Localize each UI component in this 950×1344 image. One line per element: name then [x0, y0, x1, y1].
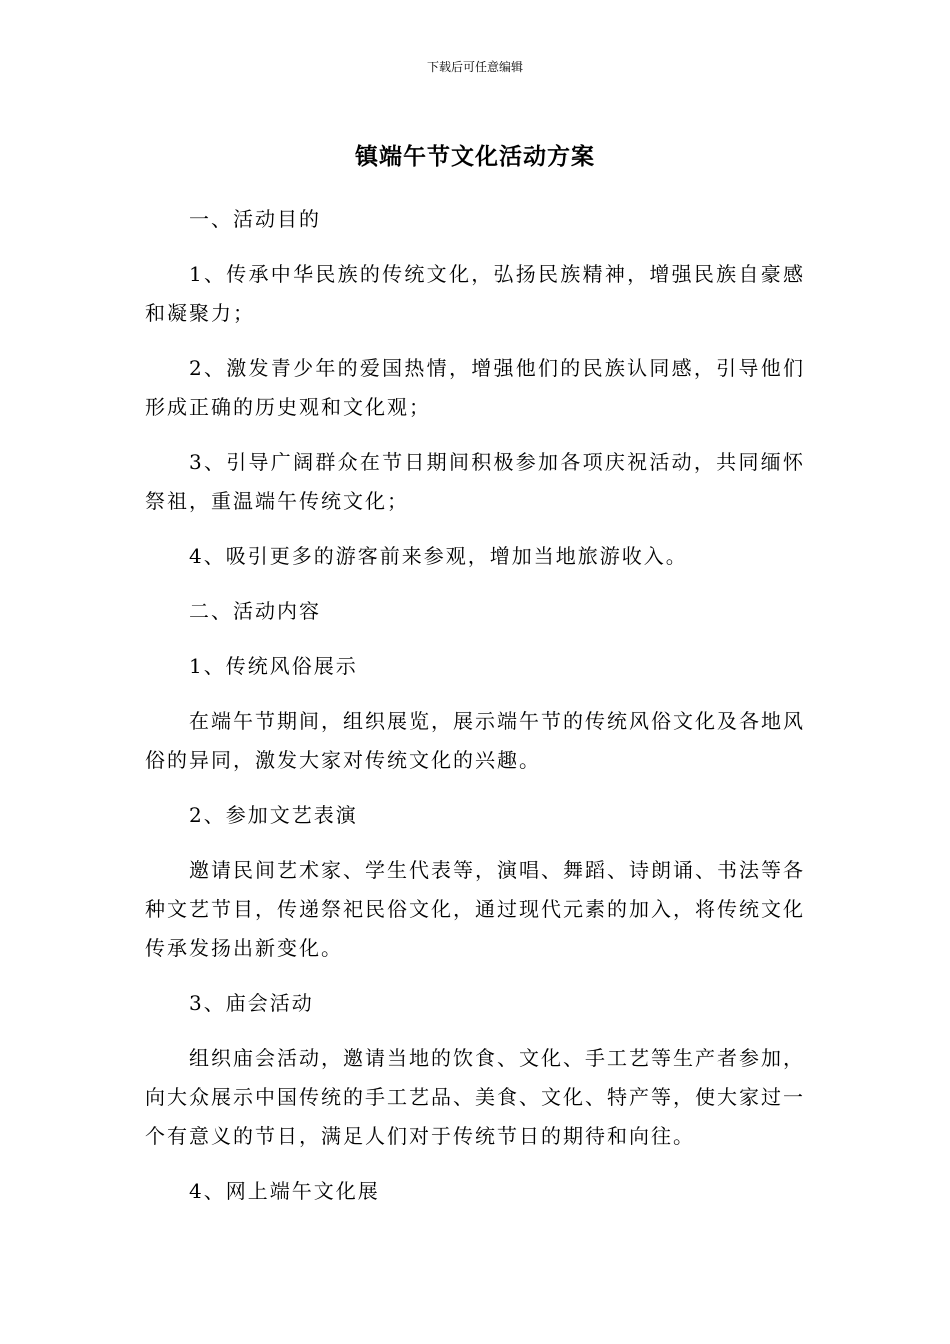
paragraph: 2、激发青少年的爱国热情，增强他们的民族认同感，引导他们形成正确的历史观和文化观； [145, 356, 805, 419]
paragraph: 邀请民间艺术家、学生代表等，演唱、舞蹈、诗朗诵、书法等各种文艺节目，传递祭祀民俗文化，通过现代元素的加入，将传统文化传承发扬出新变化。 [145, 858, 805, 960]
document-body [145, 200, 805, 1227]
subheading: 1、传统风俗展示 [189, 654, 358, 678]
header-note: 下载后可任意编辑 [426, 60, 523, 74]
paragraph: 组织庙会活动，邀请当地的饮食、文化、手工艺等生产者参加，向大众展示中国传统的手工艺品、美食、文化、特产等，使大家过一个有意义的节日，满足人们对于传统节日的期待和向往。 [145, 1046, 805, 1148]
paragraph: 在端午节期间，组织展览，展示端午节的传统风俗文化及各地风俗的异同，激发大家对传统文化的兴趣。 [145, 709, 805, 772]
subheading: 4、网上端午文化展 [189, 1179, 380, 1203]
subheading: 2、参加文艺表演 [189, 803, 358, 827]
paragraph: 1、传承中华民族的传统文化，弘扬民族精神，增强民族自豪感和凝聚力； [145, 262, 805, 325]
section-heading-content: 二、活动内容 [189, 599, 321, 623]
paragraph: 4、吸引更多的游客前来参观，增加当地旅游收入。 [189, 544, 688, 568]
subheading: 3、庙会活动 [189, 991, 314, 1015]
section-heading-purpose: 一、活动目的 [189, 207, 321, 231]
paragraph: 3、引导广阔群众在节日期间积极参加各项庆祝活动，共同缅怀祭祖，重温端午传统文化； [145, 450, 805, 513]
document-title: 镇端午节文化活动方案 [355, 144, 595, 170]
